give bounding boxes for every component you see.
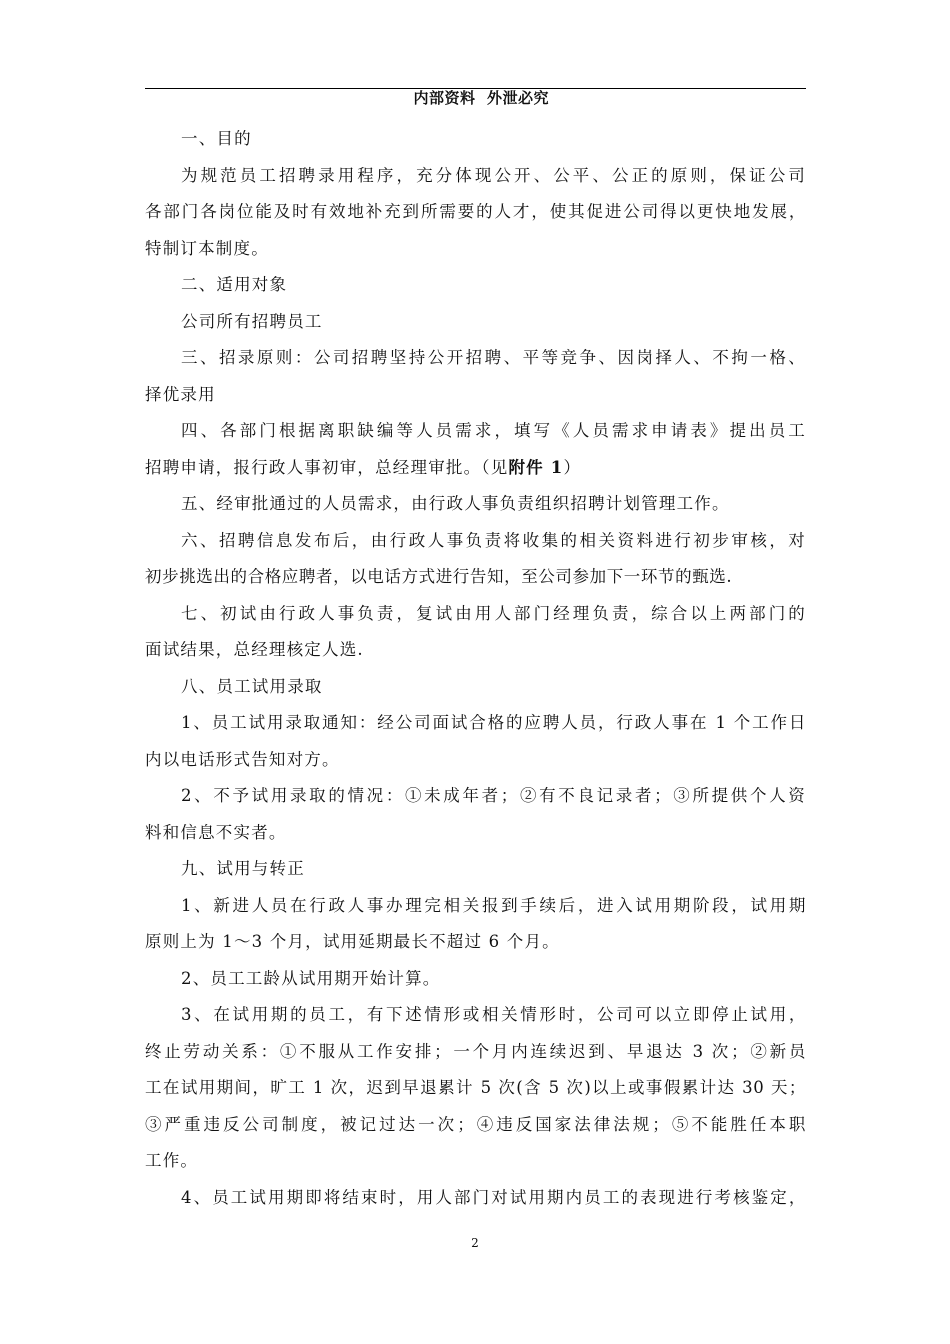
paragraph-line: 内以电话形式告知对方。 <box>145 749 340 769</box>
paragraph-line: 六、招聘信息发布后，由行政人事负责将收集的相关资料进行初步审核，对 <box>181 530 806 550</box>
paragraph-line: ③严重违反公司制度，被记过达一次；④违反国家法律法规；⑤不能胜任本职 <box>145 1114 806 1134</box>
section-heading-scope: 二、适用对象 <box>181 275 288 294</box>
paragraph-text: 招聘申请，报行政人事初审，总经理审批。（见 <box>145 457 509 477</box>
paragraph-line: 七、初试由行政人事负责，复试由用人部门经理负责，综合以上两部门的 <box>181 603 806 623</box>
paragraph-line: 4、员工试用期即将结束时，用人部门对试用期内员工的表现进行考核鉴定， <box>181 1187 806 1207</box>
paragraph-line: 2、员工工龄从试用期开始计算。 <box>181 968 441 988</box>
paragraph-line: 择优录用 <box>145 384 216 404</box>
section-heading-probation-confirmation: 九、试用与转正 <box>181 859 305 878</box>
document-body <box>145 121 806 1216</box>
paragraph-line: 为规范员工招聘录用程序，充分体现公开、公平、公正的原则，保证公司 <box>181 165 806 185</box>
paragraph-line: 特制订本制度。 <box>145 238 269 258</box>
paragraph-line: 四、各部门根据离职缺编等人员需求，填写《人员需求申请表》提出员工 <box>181 421 806 440</box>
paragraph-line: 1、员工试用录取通知：经公司面试合格的应聘人员，行政人事在 1 个工作日 <box>181 713 806 732</box>
paragraph-line: 五、经审批通过的人员需求，由行政人事负责组织招聘计划管理工作。 <box>181 494 730 513</box>
paragraph-line: 初步挑选出的合格应聘者，以电话方式进行告知，至公司参加下一环节的甄选. <box>145 567 733 586</box>
paragraph-line: 公司所有招聘员工 <box>181 311 323 331</box>
section-heading-probation-hiring: 八、员工试用录取 <box>181 676 323 696</box>
paragraph-line: 3、在试用期的员工，有下述情形或相关情形时，公司可以立即停止试用， <box>181 1005 806 1024</box>
paragraph-line: 终止劳动关系：①不服从工作安排；一个月内连续迟到、早退达 3 次；②新员 <box>145 1041 806 1061</box>
paragraph-line: 料和信息不实者。 <box>145 822 287 842</box>
section-heading-principle: 三、招录原则：公司招聘坚持公开招聘、平等竞争、因岗择人、不拘一格、 <box>181 348 806 367</box>
attachment-reference: 附件 1 <box>508 457 564 477</box>
section-heading-purpose: 一、目的 <box>181 129 252 148</box>
paragraph-line: 工在试用期间，旷工 1 次，迟到早退累计 5 次(含 5 次)以上或事假累计达 30 天； <box>145 1078 806 1097</box>
paragraph-text: ） <box>563 457 582 477</box>
header-title: 内部资料 外泄必究 <box>413 89 549 107</box>
paragraph-line-with-attachment <box>145 450 806 487</box>
paragraph-line: 工作。 <box>145 1151 199 1170</box>
page-number: 2 <box>471 1236 479 1250</box>
paragraph-line: 2、不予试用录取的情况：①未成年者；②有不良记录者；③所提供个人资 <box>181 786 806 805</box>
paragraph-line: 1、新进人员在行政人事办理完相关报到手续后，进入试用期阶段，试用期 <box>181 895 806 915</box>
paragraph-line: 面试结果，总经理核定人选. <box>145 640 364 659</box>
page-header <box>145 62 806 107</box>
paragraph-line: 各部门各岗位能及时有效地补充到所需要的人才，使其促进公司得以更快地发展， <box>145 202 806 221</box>
paragraph-line: 原则上为 1～3 个月，试用延期最长不超过 6 个月。 <box>145 932 560 951</box>
